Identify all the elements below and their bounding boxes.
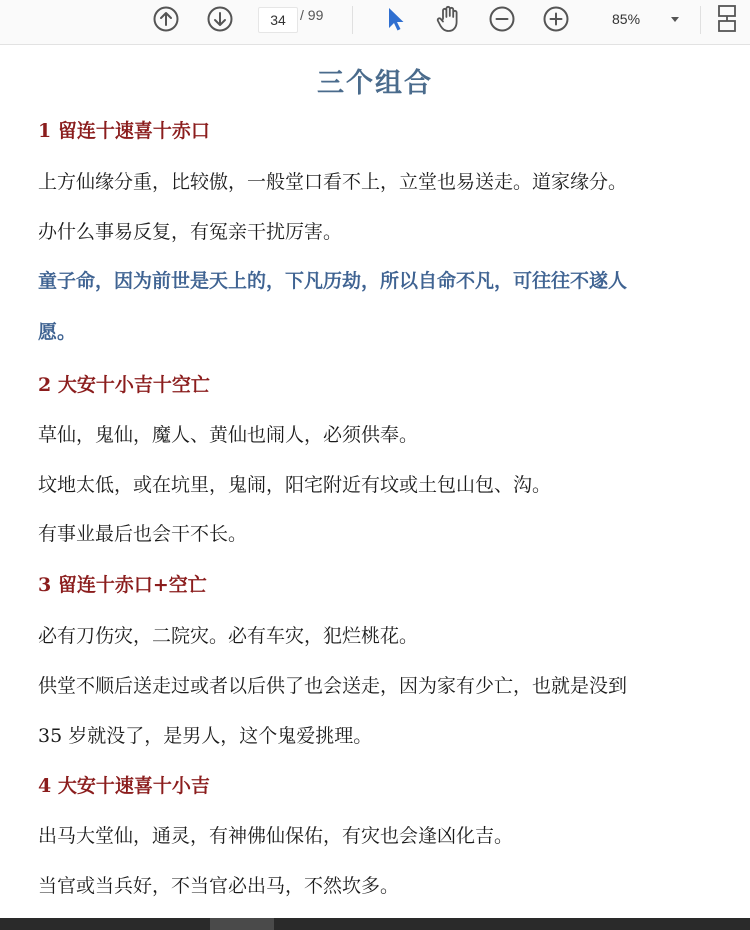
section-heading-3: 3 留连十赤口+空亡 — [38, 574, 207, 596]
taskbar-strip — [0, 918, 750, 930]
select-tool-button[interactable] — [380, 4, 410, 34]
page-number-input[interactable]: 34 — [258, 7, 298, 33]
page-fit-icon — [715, 4, 741, 34]
zoom-in-button[interactable] — [540, 4, 572, 34]
section-heading-1: 1 留连十速喜十赤口 — [38, 120, 210, 142]
highlight-line: 童子命，因为前世是天上的，下凡历劫，所以自命不凡，可往往不遂人 — [38, 270, 628, 292]
zoom-in-icon — [542, 5, 570, 33]
body-line: 当官或当兵好，不当官必出马，不然坎多。 — [38, 875, 400, 897]
zoom-out-button[interactable] — [486, 4, 518, 34]
zoom-level-value: 85% — [612, 11, 641, 27]
hand-tool-button[interactable] — [432, 4, 466, 34]
body-line: 出马大堂仙，通灵，有神佛仙保佑，有灾也会逢凶化吉。 — [38, 825, 514, 847]
body-line: 供堂不顺后送走过或者以后供了也会送走，因为家有少亡，也就是没到 — [38, 675, 628, 697]
page-total-label: / 99 — [300, 7, 324, 23]
body-line: 必有刀伤灾，二院灾。必有车灾，犯烂桃花。 — [38, 625, 419, 647]
page-title: 三个组合 — [317, 68, 433, 99]
body-line: 有事业最后也会干不长。 — [38, 523, 248, 545]
select-cursor-icon — [384, 5, 406, 33]
zoom-out-icon — [488, 5, 516, 33]
pdf-toolbar — [0, 0, 750, 45]
arrow-up-circle-icon — [152, 5, 180, 33]
body-line: 上方仙缘分重，比较傲，一般堂口看不上，立堂也易送走。道家缘分。 — [38, 171, 628, 193]
section-heading-4: 4 大安十速喜十小吉 — [38, 775, 210, 797]
arrow-down-circle-icon — [206, 5, 234, 33]
document-page — [0, 45, 750, 918]
page-fit-button[interactable] — [712, 4, 744, 34]
hand-pan-icon — [435, 4, 463, 34]
toolbar-divider — [700, 6, 701, 34]
previous-page-button[interactable] — [150, 4, 182, 34]
highlight-line: 愿。 — [38, 321, 77, 343]
body-line: 办什么事易反复，有冤亲干扰厉害。 — [38, 221, 343, 243]
zoom-level-select[interactable] — [598, 5, 688, 33]
next-page-button[interactable] — [204, 4, 236, 34]
body-line: 35 岁就没了，是男人，这个鬼爱挑理。 — [38, 725, 373, 747]
section-heading-2: 2 大安十小吉十空亡 — [38, 374, 210, 396]
body-line: 草仙，鬼仙，魔人、黄仙也闹人，必须供奉。 — [38, 424, 419, 446]
dropdown-caret-icon — [670, 17, 680, 23]
taskbar-tab[interactable] — [210, 918, 274, 930]
toolbar-divider — [352, 6, 353, 34]
body-line: 坟地太低，或在坑里，鬼闹，阳宅附近有坟或土包山包、沟。 — [38, 474, 552, 496]
